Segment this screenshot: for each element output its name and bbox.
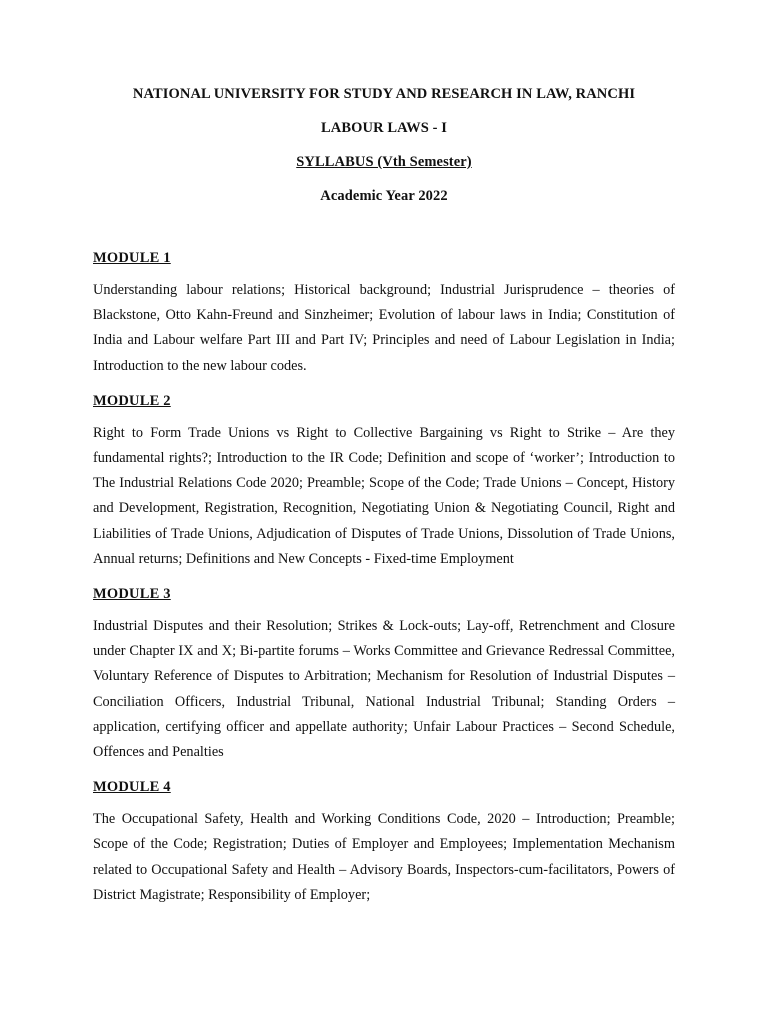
module-section [93,779,675,908]
module-heading: MODULE 2 [93,392,171,409]
syllabus-title-text: SYLLABUS (Vth Semester) [296,154,472,170]
academic-year: Academic Year 2022 [320,188,448,204]
course-title: LABOUR LAWS - I [321,120,447,136]
syllabus-title [93,154,675,171]
module-heading: MODULE 1 [93,250,171,266]
module-section [93,250,675,379]
module-heading: MODULE 3 [93,586,171,603]
document-header [93,86,675,205]
module-body: The Occupational Safety, Health and Working Conditions Code, 2020 – Introduction; Preamble; Scope of the Code; Registration; Duties of Employer and Employees; Implementation Mechanism related to Occupational Safety and Health – Advisory Boards, Inspectors-cum-facilitators, Powers of District Magistrate; Responsibility of Employer; [93,811,675,903]
module-body: Right to Form Trade Unions vs Right to Collective Bargaining vs Right to Strike – Are they fundamental rights?; Introduction to the IR Code; Definition and scope of ‘worker’; Introduction to The Industrial Relations Code 2020; Preamble; Scope of the Code; Trade Unions – Concept, History and Development, Registration, Recognition, Negotiating Union & Negotiating Council, Right and Liabilities of Trade Unions, Adjudication of Disputes of Trade Unions, Dissolution of Trade Unions, Annual returns; Definitions and New Concepts - Fixed-time Employment [93,424,675,567]
module-heading: MODULE 4 [93,779,171,796]
module-body: Industrial Disputes and their Resolution; Strikes & Lock-outs; Lay-off, Retrenchment and Closure under Chapter IX and X; Bi-partite forums – Works Committee and Grievance Redressal Committee, Voluntary Reference of Disputes to Arbitration; Mechanism for Resolution of Industrial Disputes – Conciliation Officers, Industrial Tribunal, National Industrial Tribunal; Standing Orders – application, certifying officer and appellate authority; Unfair Labour Practices – Second Schedule, Offences and Penalties [93,618,675,761]
institution-title: NATIONAL UNIVERSITY FOR STUDY AND RESEARCH IN LAW, RANCHI [132,86,636,102]
module-section [93,586,675,765]
module-section [93,393,675,572]
module-body: Understanding labour relations; Historical background; Industrial Jurisprudence – theories of Blackstone, Otto Kahn-Freund and Sinzheimer; Evolution of labour laws in India; Constitution of India and Labour welfare Part III and Part IV; Principles and need of Labour Legislation in India; Introduction to the new labour codes. [93,282,675,374]
